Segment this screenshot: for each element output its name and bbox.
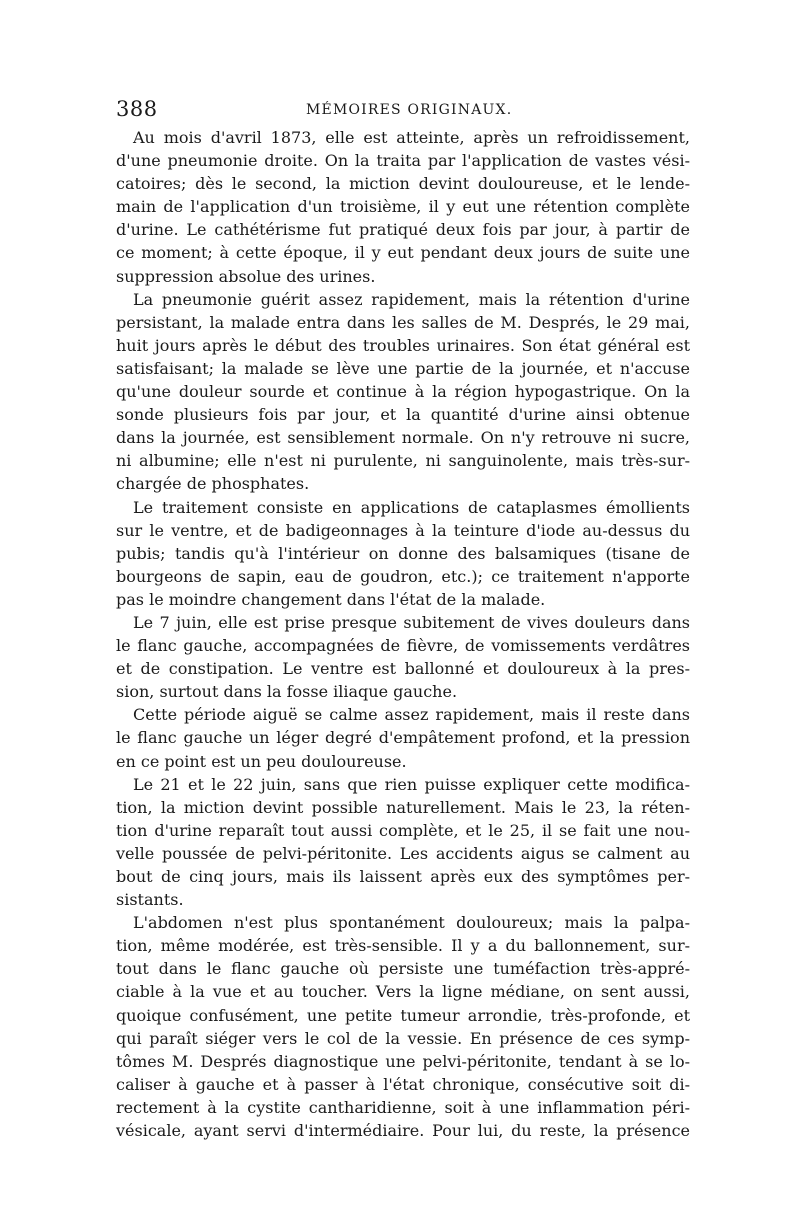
text-line: persistant, la malade entra dans les salles de M. Després, le 29 mai, [116, 312, 690, 332]
running-title: MÉMOIRES ORIGINAUX. [306, 102, 513, 118]
text-line: tion d'urine reparaît tout aussi complète, et le 25, il se fait une nou- [116, 820, 690, 840]
text-line: bout de cinq jours, mais ils laissent après eux des symptômes per- [116, 867, 690, 886]
text-line: sistants. [116, 890, 184, 910]
text-line: quoique confusément, une petite tumeur arrondie, très-profonde, et [116, 1005, 690, 1025]
text-line: main de l'application d'un troisième, il y eut une rétention complète [116, 197, 690, 217]
text-line: L'abdomen n'est plus spontanément douloureux; mais la palpa- [133, 913, 690, 933]
text-line: qui paraît siéger vers le col de la vessie. En présence de ces symp- [116, 1028, 690, 1048]
text-line: tion, même modérée, est très-sensible. Il y a du ballonnement, sur- [116, 936, 690, 956]
text-line: le flanc gauche un léger degré d'empâtement profond, et la pression [116, 728, 690, 748]
text-line: satisfaisant; la malade se lève une partie de la journée, et n'accuse [116, 358, 690, 378]
text-line: huit jours après le début des troubles urinaires. Son état général est [116, 335, 690, 355]
text-line: catoires; dès le second, la miction devint douloureuse, et le lende- [116, 174, 690, 194]
text-line: Au mois d'avril 1873, elle est atteinte, après un refroidissement, [133, 128, 690, 147]
text-line: et de constipation. Le ventre est ballonné et douloureux à la pres- [116, 659, 690, 679]
text-line: dans la journée, est sensiblement normale. On n'y retrouve ni sucre, [116, 428, 690, 448]
body-text [116, 126, 690, 1142]
text-line: d'une pneumonie droite. On la traita par l'application de vastes vési- [116, 151, 690, 171]
text-line: d'urine. Le cathétérisme fut pratiqué deux fois par jour, à partir de [116, 220, 690, 240]
text-line: La pneumonie guérit assez rapidement, mais la rétention d'urine [133, 289, 690, 309]
text-line: sonde plusieurs fois par jour, et la quantité d'urine ainsi obtenue [116, 405, 690, 425]
text-line: chargée de phosphates. [116, 474, 310, 494]
text-line: bourgeons de sapin, eau de goudron, etc.); ce traitement n'apporte [116, 566, 690, 586]
page-number: 388 [116, 97, 158, 121]
text-line: ni albumine; elle n'est ni purulente, ni sanguinolente, mais très-sur- [116, 451, 690, 471]
text-line: en ce point est un peu douloureuse. [116, 751, 407, 771]
text-line: tômes M. Després diagnostique une pelvi-péritonite, tendant à se lo- [116, 1051, 690, 1071]
text-line: caliser à gauche et à passer à l'état chronique, consécutive soit di- [116, 1074, 690, 1094]
text-line: Cette période aiguë se calme assez rapidement, mais il reste dans [133, 705, 690, 725]
text-line: Le 7 juin, elle est prise presque subitement de vives douleurs dans [133, 612, 690, 632]
text-line: vésicale, ayant servi d'intermédiaire. Pour lui, du reste, la présence [116, 1121, 690, 1141]
running-head [116, 96, 690, 122]
text-line: velle poussée de pelvi-péritonite. Les accidents aigus se calment au [116, 843, 690, 863]
text-line: qu'une douleur sourde et continue à la région hypogastrique. On la [116, 382, 690, 402]
text-line: suppression absolue des urines. [116, 266, 376, 286]
text-line: sion, surtout dans la fosse iliaque gauche. [116, 682, 458, 702]
text-line: pubis; tandis qu'à l'intérieur on donne des balsamiques (tisane de [116, 543, 690, 563]
text-line: pas le moindre changement dans l'état de la malade. [116, 589, 546, 609]
text-line: Le 21 et le 22 juin, sans que rien puisse expliquer cette modifica- [133, 774, 690, 794]
text-line: sur le ventre, et de badigeonnages à la teinture d'iode au-dessus du [116, 520, 690, 540]
text-line: ciable à la vue et au toucher. Vers la ligne médiane, on sent aussi, [116, 982, 690, 1002]
text-line: Le traitement consiste en applications de cataplasmes émollients [133, 497, 690, 517]
text-line: ce moment; à cette époque, il y eut pendant deux jours de suite une [116, 243, 690, 263]
text-line: tout dans le flanc gauche où persiste une tuméfaction très-appré- [116, 959, 690, 979]
text-line: le flanc gauche, accompagnées de fièvre, de vomissements verdâtres [116, 636, 690, 656]
text-line: tion, la miction devint possible naturellement. Mais le 23, la réten- [116, 797, 690, 817]
text-line: rectement à la cystite cantharidienne, soit à une inflammation péri- [116, 1097, 690, 1117]
